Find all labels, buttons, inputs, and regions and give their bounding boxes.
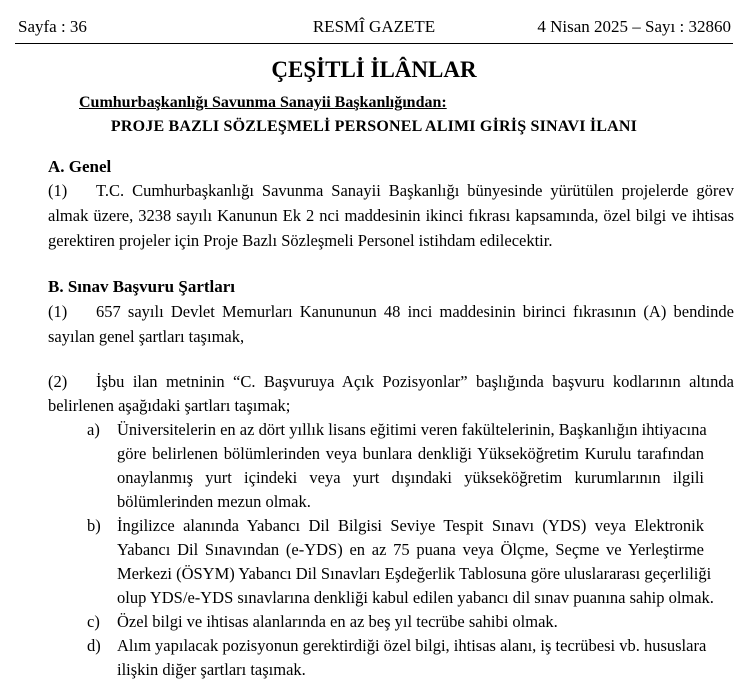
item-b-line: İngilizce alanında Yabancı Dil Bilgisi Seviye Tespit Sınavı (YDS) veya Elektronik: [117, 516, 704, 535]
header-rule: [15, 43, 733, 44]
item-a-label: a): [87, 420, 100, 439]
section-b-p2-line: belirlenen aşağıdaki şartları taşımak;: [48, 396, 291, 415]
section-b-p1-number: (1): [48, 302, 68, 321]
page-number: Sayfa : 36: [18, 17, 87, 36]
section-b-p1-line: sayılan genel şartları taşımak,: [48, 327, 245, 346]
section-b-p2-number: (2): [48, 372, 68, 391]
item-a-line: bölümlerinden mezun olmak.: [117, 492, 311, 511]
section-b-p2-line: İşbu ilan metninin “C. Başvuruya Açık Pozisyonlar” başlığında başvuru kodlarının altında: [96, 372, 734, 391]
item-a-line: göre belirlenen bölümlerinden veya bunlara denkliği Yükseköğretim Kurulu tarafından: [117, 444, 704, 463]
item-d-line: ilişkin diğer şartları taşımak.: [117, 660, 306, 679]
item-b-line: olup YDS/e-YDS sınavlarına denkliği kabul edilen yabancı dil sınav puanına sahip olmak.: [117, 588, 714, 607]
announcement-title: PROJE BAZLI SÖZLEŞMELİ PERSONEL ALIMI GİRİŞ SINAVI İLANI: [110, 118, 638, 135]
item-d-line: Alım yapılacak pozisyonun gerektirdiği özel bilgi, ihtisas alanı, iş tecrübesi vb. hususlara: [117, 636, 707, 655]
section-a-p1-line: T.C. Cumhurbaşkanlığı Savunma Sanayii Başkanlığı bünyesinde yürütülen projelerde görev: [96, 181, 734, 200]
item-d-label: d): [87, 636, 101, 655]
section-a-heading: A. Genel: [48, 157, 112, 176]
issuer: Cumhurbaşkanlığı Savunma Sanayii Başkanlığından:: [79, 94, 447, 111]
item-a-line: Üniversitelerin en az dört yıllık lisans eğitimi veren fakültelerinin, Başkanlığın ihtiyacına: [117, 420, 707, 439]
page-title: ÇEŞİTLİ İLÂNLAR: [271, 57, 477, 82]
section-b-heading: B. Sınav Başvuru Şartları: [48, 277, 236, 296]
item-c-label: c): [87, 612, 100, 631]
issue-date: 4 Nisan 2025 – Sayı : 32860: [537, 17, 731, 36]
section-b-p1-line: 657 sayılı Devlet Memurları Kanununun 48 inci maddesinin birinci fıkrasının (A) bendinde: [96, 302, 734, 321]
item-a-line: onaylanmış yurt içindeki veya yurt dışındaki yükseköğretim kurumlarının ilgili: [117, 468, 704, 487]
item-b-line: Merkezi (ÖSYM) Yabancı Dil Sınavları Eşdeğerlik Tablosuna göre uluslararası geçerliliği: [117, 564, 712, 583]
section-a-p1-number: (1): [48, 181, 68, 200]
gazette-name: RESMÎ GAZETE: [312, 17, 436, 36]
item-b-label: b): [87, 516, 101, 535]
item-c-line: Özel bilgi ve ihtisas alanlarında en az beş yıl tecrübe sahibi olmak.: [117, 612, 558, 631]
section-a-p1-line: almak üzere, 3238 sayılı Kanunun Ek 2 nci maddesinin ikinci fıkrası kapsamında, özel bilgi ve ihtisas: [48, 206, 734, 225]
item-b-line: Yabancı Dil Sınavından (e-YDS) en az 75 puana veya Ölçme, Seçme ve Yerleştirme: [117, 540, 704, 559]
section-a-p1-line: gerektiren projeler için Proje Bazlı Sözleşmeli Personel istihdam edilecektir.: [48, 231, 553, 250]
